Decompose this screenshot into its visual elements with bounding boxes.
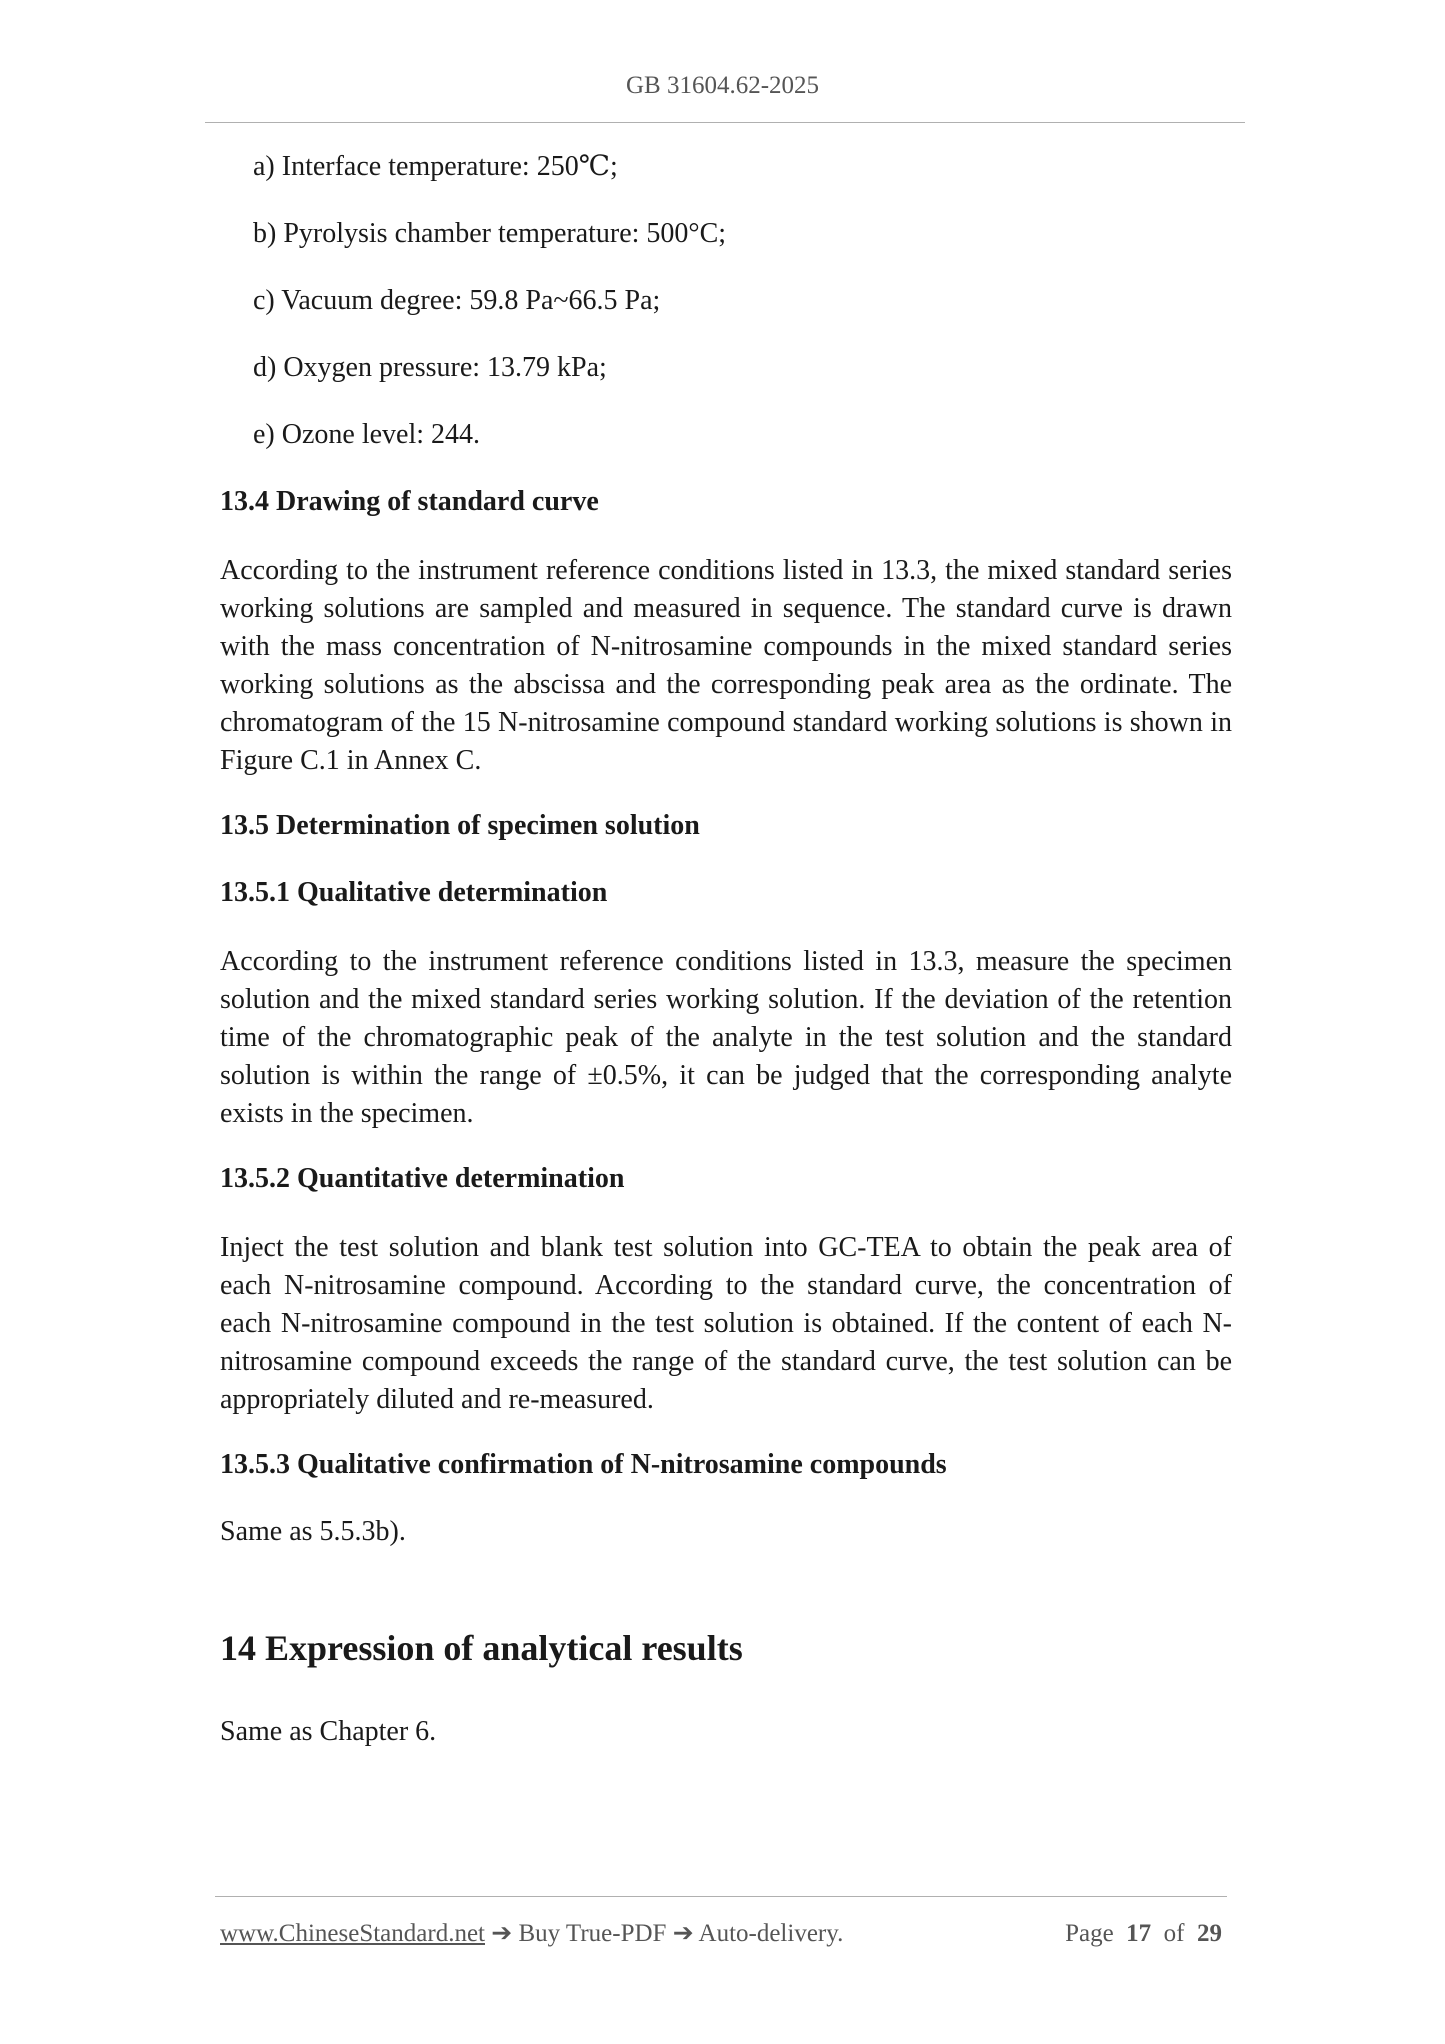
section-13-5-3-paragraph: Same as 5.5.3b). [220, 1516, 406, 1547]
section-13-5-heading: 13.5 Determination of specimen solution [220, 810, 700, 841]
footer-promo [220, 1917, 843, 1951]
page-label: Page [1065, 1920, 1114, 1947]
condition-item-c: c) Vacuum degree: 59.8 Pa~66.5 Pa; [253, 285, 661, 316]
footer-divider [215, 1896, 1227, 1897]
arrow-right-icon: ➔ [666, 1920, 699, 1947]
arrow-right-icon: ➔ [485, 1920, 519, 1947]
chapter-14-heading: 14 Expression of analytical results [220, 1628, 743, 1668]
condition-item-b: b) Pyrolysis chamber temperature: 500°C; [253, 218, 727, 249]
section-13-5-2-heading: 13.5.2 Quantitative determination [220, 1163, 625, 1194]
page-current: 17 [1126, 1920, 1152, 1947]
section-13-4-heading: 13.4 Drawing of standard curve [220, 486, 599, 517]
header-divider [205, 122, 1245, 123]
page-footer [220, 1917, 1222, 1951]
condition-item-a: a) Interface temperature: 250℃; [253, 151, 618, 182]
section-13-4-paragraph: According to the instrument reference conditions listed in 13.3, the mixed standard series working solutions are sampled and measured in sequence. The standard curve is drawn with the mass concentration of N-nitrosamine compounds in the mixed standard series working solutions as the abscissa and the corresponding peak area as the ordinate. The chromatogram of the 15 N-nitrosamine compound standard working solutions is shown in Figure C.1 in Annex C. [220, 555, 1232, 776]
condition-item-d: d) Oxygen pressure: 13.79 kPa; [253, 352, 607, 383]
page-content [220, 150, 1232, 1549]
auto-delivery-text: Auto-delivery. [698, 1920, 844, 1947]
page-number [1065, 1917, 1222, 1951]
condition-item-e: e) Ozone level: 244. [253, 419, 481, 450]
site-link[interactable]: www.ChineseStandard.net [220, 1920, 485, 1947]
document-header: GB 31604.62-2025 [625, 72, 820, 99]
page-total: 29 [1197, 1920, 1222, 1947]
buy-pdf-text: Buy True-PDF [518, 1920, 667, 1947]
section-13-5-1-heading: 13.5.1 Qualitative determination [220, 877, 608, 908]
section-13-5-3-heading: 13.5.3 Qualitative confirmation of N-nitrosamine compounds [220, 1449, 947, 1480]
section-13-5-1-paragraph: According to the instrument reference conditions listed in 13.3, measure the specimen solution and the mixed standard series working solution. If the deviation of the retention time of the chromatographic peak of the analyte in the test solution and the standard solution is within the range of ±0.5%, it can be judged that the corresponding analyte exists in the specimen. [220, 946, 1232, 1129]
chapter-14-paragraph: Same as Chapter 6. [220, 1716, 437, 1747]
page-of-label: of [1163, 1920, 1185, 1947]
section-13-5-2-paragraph: Inject the test solution and blank test solution into GC-TEA to obtain the peak area of each N-nitrosamine compound. According to the standard curve, the concentration of each N-nitrosamine compound in the test solution is obtained. If the content of each N-nitrosamine compound exceeds the range of the standard curve, the test solution can be appropriately diluted and re-measured. [220, 1232, 1232, 1415]
